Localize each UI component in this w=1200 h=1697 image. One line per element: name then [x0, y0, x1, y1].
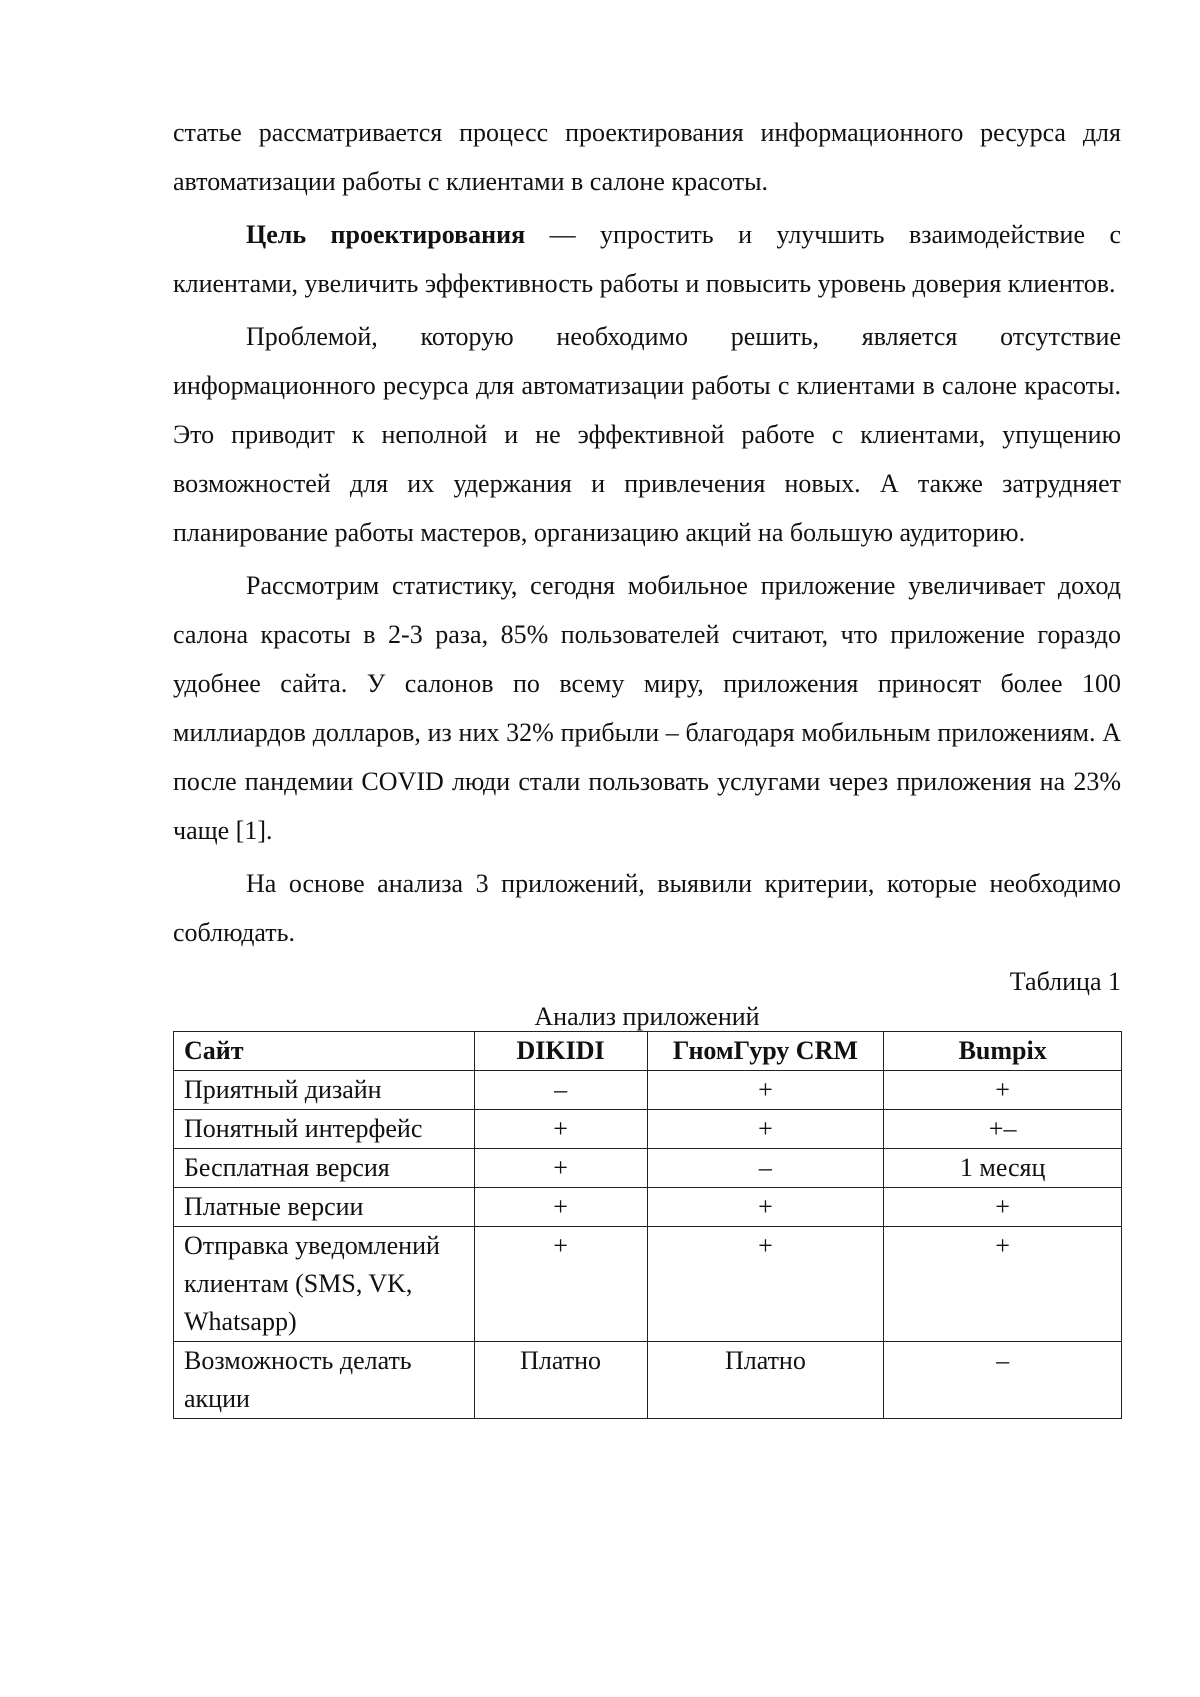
cell-gnomguru: + [647, 1188, 884, 1227]
cell-gnomguru: Платно [647, 1342, 884, 1419]
cell-gnomguru: + [647, 1110, 884, 1149]
header-dikidi: DIKIDI [474, 1032, 647, 1071]
table-row [174, 1149, 1122, 1188]
apps-analysis-table [173, 1031, 1122, 1419]
cell-dikidi: + [474, 1188, 647, 1227]
paragraph-intro-continuation: статье рассматривается процесс проектирования информационного ресурса для автоматизации работы с клиентами в салоне красоты. [173, 118, 1121, 196]
header-bumpix: Bumpix [884, 1032, 1122, 1071]
row-label: Отправка уведомлений клиентам (SMS, VK, Whatsapp) [174, 1227, 475, 1342]
header-site: Сайт [174, 1032, 475, 1071]
cell-gnomguru: + [647, 1227, 884, 1342]
paragraph-statistics: Рассмотрим статистику, сегодня мобильное приложение увеличивает доход салона красоты в 2-3 раза, 85% пользователей считают, что приложение гораздо удобнее сайта. У салонов по всему миру, приложения приносят более 100 миллиардов долларов, из них 32% прибыли – благодаря мобильным приложениям. А после пандемии COVID люди стали пользовать услугами через приложения на 23% чаще [1]. [173, 571, 1121, 845]
row-label: Возможность делать акции [174, 1342, 475, 1419]
document-page [173, 108, 1121, 1419]
paragraph-design-goal [173, 210, 1121, 308]
table-title: Анализ приложений [534, 1002, 760, 1031]
cell-bumpix: 1 месяц [884, 1149, 1122, 1188]
table-header-row [174, 1032, 1122, 1071]
table-number-label: Таблица 1 [1009, 967, 1121, 996]
cell-gnomguru: + [647, 1071, 884, 1110]
table-row [174, 1110, 1122, 1149]
table-row [174, 1071, 1122, 1110]
paragraph-criteria-intro: На основе анализа 3 приложений, выявили критерии, которые необходимо соблюдать. [173, 869, 1121, 947]
cell-bumpix: + [884, 1071, 1122, 1110]
table-row [174, 1227, 1122, 1342]
cell-bumpix: + [884, 1227, 1122, 1342]
cell-bumpix: +– [884, 1110, 1122, 1149]
row-label: Бесплатная версия [174, 1149, 475, 1188]
cell-dikidi: – [474, 1071, 647, 1110]
cell-bumpix: + [884, 1188, 1122, 1227]
design-goal-term: Цель проектирования [246, 220, 526, 249]
header-gnomguru: ГномГуру CRM [647, 1032, 884, 1071]
cell-dikidi: + [474, 1227, 647, 1342]
table-row [174, 1342, 1122, 1419]
cell-bumpix: – [884, 1342, 1122, 1419]
cell-gnomguru: – [647, 1149, 884, 1188]
cell-dikidi: + [474, 1149, 647, 1188]
paragraph-problem: Проблемой, которую необходимо решить, является отсутствие информационного ресурса для автоматизации работы с клиентами в салоне красоты. Это приводит к неполной и не эффективной работе с клиентами, упущению возможностей для их удержания и привлечения новых. А также затрудняет планирование работы мастеров, организацию акций на большую аудиторию. [173, 322, 1121, 547]
cell-dikidi: + [474, 1110, 647, 1149]
row-label: Приятный дизайн [174, 1071, 475, 1110]
table-row [174, 1188, 1122, 1227]
row-label: Понятный интерфейс [174, 1110, 475, 1149]
design-goal-text: — упростить и улучшить взаимодействие с клиентами, увеличить эффективность работы и повысить уровень доверия клиентов. [173, 220, 1121, 298]
row-label: Платные версии [174, 1188, 475, 1227]
cell-dikidi: Платно [474, 1342, 647, 1419]
